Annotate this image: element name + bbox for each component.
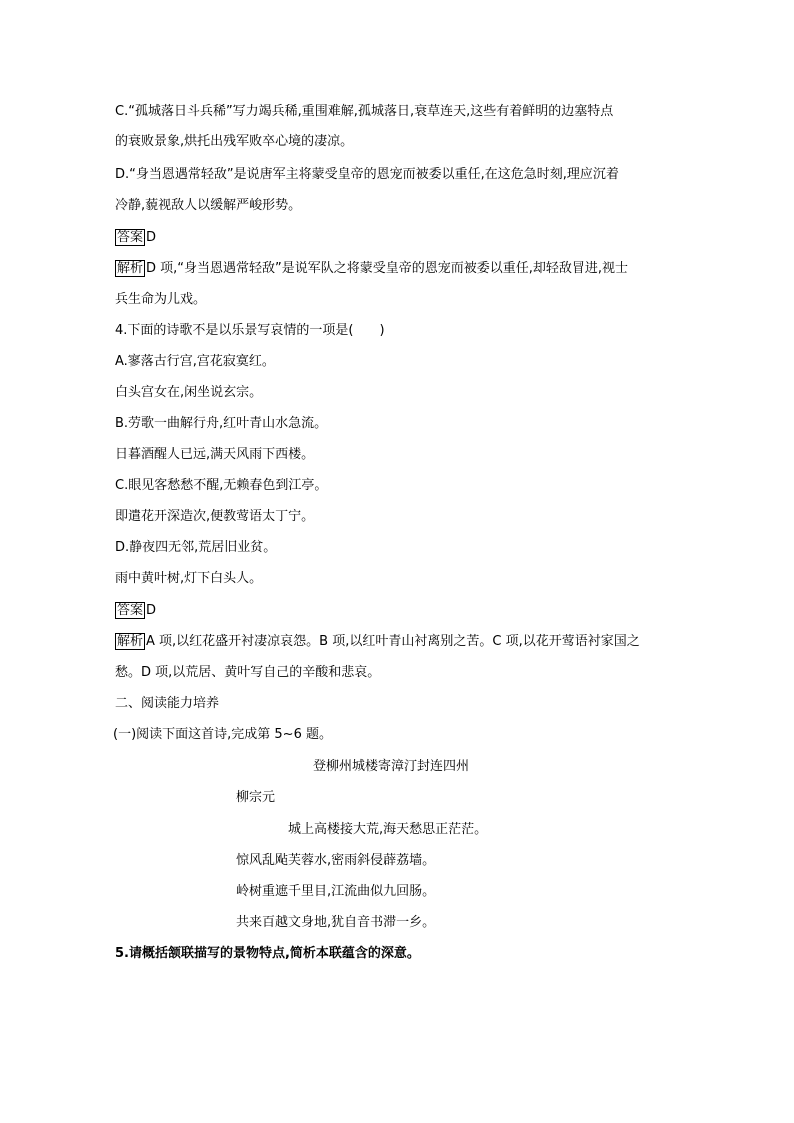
q4-answer-line [115, 603, 156, 619]
q4-analysis-line2: 愁。D 项,以荒居、黄叶写自己的辛酸和悲哀。 [115, 665, 381, 680]
option-d-line1: D.“身当恩遇常轻敌”是说唐军主将蒙受皇帝的恩宠而被委以重任,在这危急时刻,理应沉着 [115, 167, 619, 182]
q3-answer-value: D [146, 230, 157, 245]
option-c-line1: C.“孤城落日斗兵稀”写力竭兵稀,重围难解,孤城落日,衰草连天,这些有着鲜明的边塞特点 [115, 104, 614, 119]
answer-label: 答案 [117, 603, 144, 618]
poem-line-4: 共来百越文身地,犹自音书滞一乡。 [236, 915, 436, 930]
q4-analysis-line1 [115, 634, 640, 650]
option-d-line2: 冷静,藐视敌人以缓解严峻形势。 [115, 198, 302, 213]
q3-analysis-line1 [115, 261, 628, 277]
section-two-heading: 二、阅读能力培养 [115, 696, 220, 711]
q3-answer-line [115, 230, 156, 246]
poem-line-3: 岭树重遮千里目,江流曲似九回肠。 [236, 884, 436, 899]
subsection-one-heading: (一)阅读下面这首诗,完成第 5~6 题。 [113, 727, 332, 742]
q4-option-d-line1: D.静夜四无邻,荒居旧业贫。 [115, 540, 277, 555]
q4-option-d-line2: 雨中黄叶树,灯下白头人。 [115, 571, 263, 586]
q3-analysis-line2: 兵生命为儿戏。 [115, 292, 207, 307]
poem-title: 登柳州城楼寄漳汀封连四州 [313, 759, 470, 774]
q4-stem: 4.下面的诗歌不是以乐景写哀情的一项是( ) [115, 323, 385, 338]
q4-answer-value: D [146, 603, 157, 618]
q4-option-a-line2: 白头宫女在,闲坐说玄宗。 [115, 385, 263, 400]
q5-stem: 5.请概括颔联描写的景物特点,简析本联蕴含的深意。 [115, 946, 420, 961]
analysis-label: 解析 [117, 634, 144, 649]
q4-option-c-line2: 即遣花开深造次,便教莺语太丁宁。 [115, 509, 315, 524]
q4-option-b-line1: B.劳歌一曲解行舟,红叶青山水急流。 [115, 416, 328, 431]
q3-analysis-text1: D 项,“身当恩遇常轻敌”是说军队之将蒙受皇帝的恩宠而被委以重任,却轻敌冒进,视士 [146, 261, 629, 276]
option-c-line2: 的衰败景象,烘托出残军败卒心境的凄凉。 [115, 134, 354, 149]
q4-option-b-line2: 日暮酒醒人已远,满天风雨下西楼。 [115, 447, 315, 462]
answer-label: 答案 [117, 230, 144, 245]
poem-line-1: 城上高楼接大荒,海天愁思正茫茫。 [288, 822, 488, 837]
poem-author: 柳宗元 [236, 790, 276, 805]
q4-option-a-line1: A.寥落古行宫,宫花寂寞红。 [115, 354, 275, 369]
q4-option-c-line1: C.眼见客愁愁不醒,无赖春色到江亭。 [115, 478, 328, 493]
poem-line-2: 惊风乱飐芙蓉水,密雨斜侵薜荔墙。 [236, 853, 436, 868]
analysis-label: 解析 [117, 261, 144, 276]
q4-analysis-text1: A 项,以红花盛开衬凄凉哀怨。B 项,以红叶青山衬离别之苦。C 项,以花开莺语衬家国之 [146, 634, 640, 649]
